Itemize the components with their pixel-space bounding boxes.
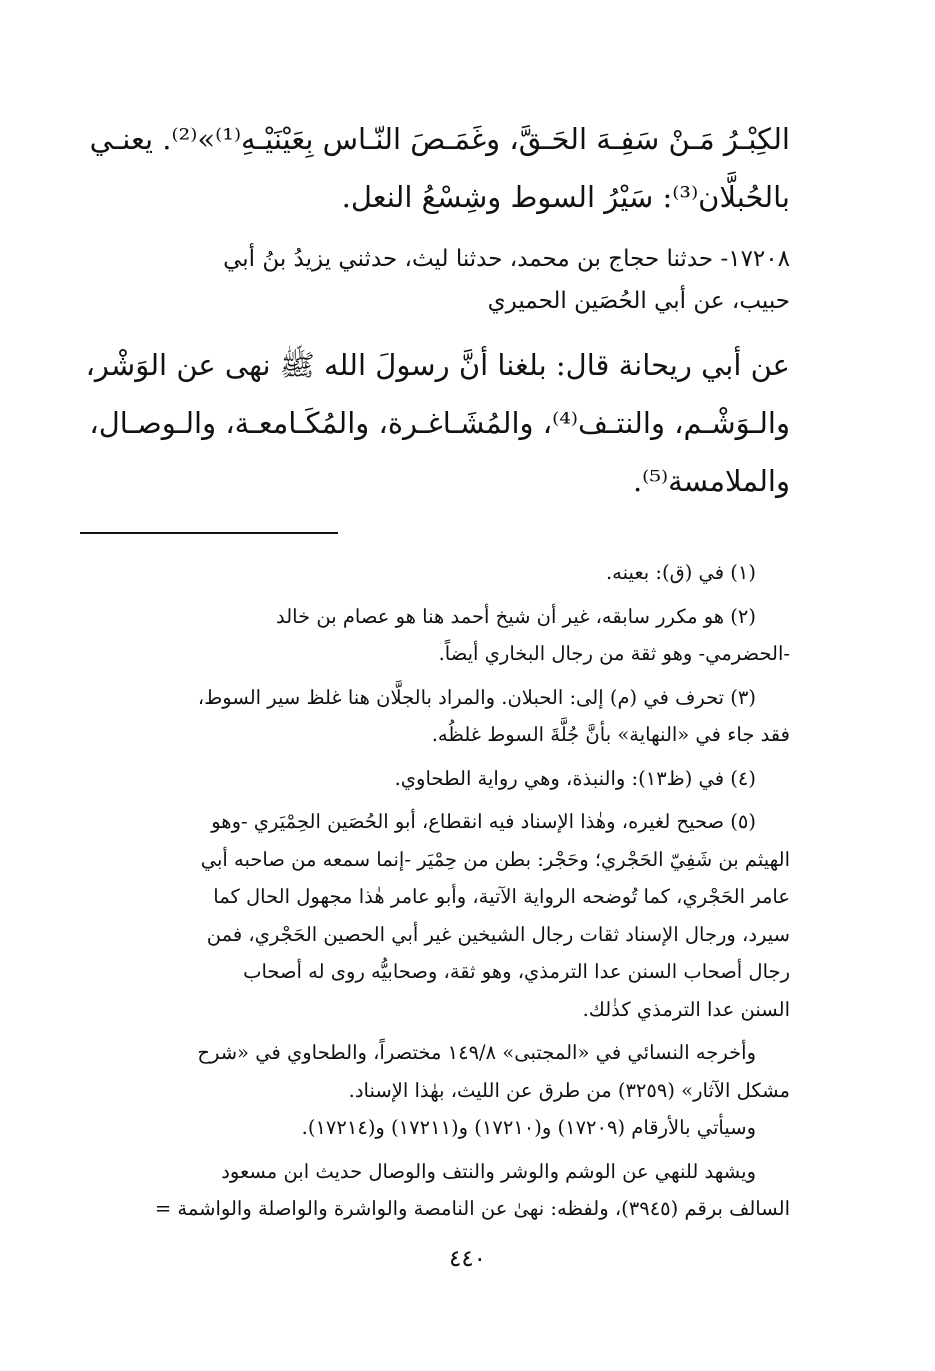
footnote-continuation: السنن عدا الترمذي كذٰلك.	[582, 997, 790, 1021]
footnote-divider	[80, 532, 338, 534]
page-number: ٤٤٠	[448, 1246, 487, 1272]
footnote: (٢) هو مكرر سابقه، غير أن شيخ أحمد هنا هو عصام بن خالد	[276, 604, 756, 628]
footnote-paragraph: وأخرجه النسائي في «المجتبى» ١٤٩/٨ مختصراً، والطحاوي في «شرح	[197, 1041, 756, 1064]
hadith-text-line: عن أبي ريحانة قال: بلغنا أنَّ رسولَ الله ﷺ نهى عن الوَشْر،	[85, 348, 790, 382]
footnote: (٥) صحيح لغيره، وهٰذا الإسناد فيه انقطاع، أبو الحُصَين الحِمْيَري -وهو	[211, 810, 756, 833]
footnote-continuation: مشكل الآثار» (٣٢٥٩) من طرق عن الليث، بهٰذا الإسناد.	[348, 1078, 790, 1102]
footnote-continuation: الهيثم بن شَفِيّ الحَجْري؛ وحَجْر: بطن من حِمْيَر -إنما سمعه من صاحبه أبي	[200, 847, 790, 871]
footnote: (٣) تحرف في (م) إلى: الحبلان. والمراد بالجلَّان هنا غلظ سير السوط،	[197, 685, 756, 709]
footnote: (٤) في (ظ١٣): والنبذة، وهي رواية الطحاوي.	[394, 766, 756, 790]
footnote-paragraph: وسيأتي بالأرقام (١٧٢٠٩) و(١٧٢١٠) و(١٧٢١١) و(١٧٢١٤).	[301, 1116, 756, 1139]
hadith-text-line: الكِبْـرُ مَـنْ سَفِـهَ الحَـقَّ، وغَمَـصَ النّـاس بِعَيْنَيْـهِ⁽¹⁾»⁽²⁾. يعنـي	[89, 122, 790, 156]
footnote-continuation: عامر الحَجْري، كما تُوضحه الرواية الآتية، وأبو عامر هٰذا مجهول الحال كما	[213, 885, 790, 908]
page-body	[80, 110, 790, 1228]
hadith-text-line: والـوَشْـم، والنتـف⁽⁴⁾، والمُشَـاغـرة، والمُكَـامعـة، والـوصـال،	[89, 406, 790, 440]
footnote-continuation: -الحضرمي- وهو ثقة من رجال البخاري أيضاً.	[438, 642, 790, 665]
hadith-text-line: بالحُبلَّان⁽³⁾: سَيْرُ السوط وشِسْعُ النعل.	[341, 180, 790, 214]
hadith-text-line: والملامسة⁽⁵⁾.	[632, 464, 790, 498]
footnote-continuation: رجال أصحاب السنن عدا الترمذي، وهو ثقة، وصحابيُّه روى له أصحاب	[243, 960, 790, 983]
footnote-paragraph: ويشهد للنهي عن الوشم والوشر والنتف والوصال حديث ابن مسعود	[221, 1159, 756, 1183]
isnad-line: ١٧٢٠٨- حدثنا حجاج بن محمد، حدثنا ليث، حدثني يزيدُ بنُ أبي	[223, 246, 790, 272]
footnotes	[80, 554, 790, 1228]
footnote-continuation: السالف برقم (٣٩٤٥)، ولفظه: نهىٰ عن النامصة والواشرة والواصلة والواشمة =	[154, 1197, 790, 1220]
footnote: (١) في (ق): بعينه.	[605, 561, 756, 584]
isnad-line: حبيب، عن أبي الحُصَين الحميري	[487, 288, 790, 314]
footnote-continuation: سيرد، ورجال الإسناد ثقات رجال الشيخين غير أبي الحصين الحَجْري، فمن	[206, 922, 790, 946]
footnote-continuation: فقد جاء في «النهاية» بأنَّ جُلَّةَ السوط غلظُه.	[431, 723, 790, 746]
